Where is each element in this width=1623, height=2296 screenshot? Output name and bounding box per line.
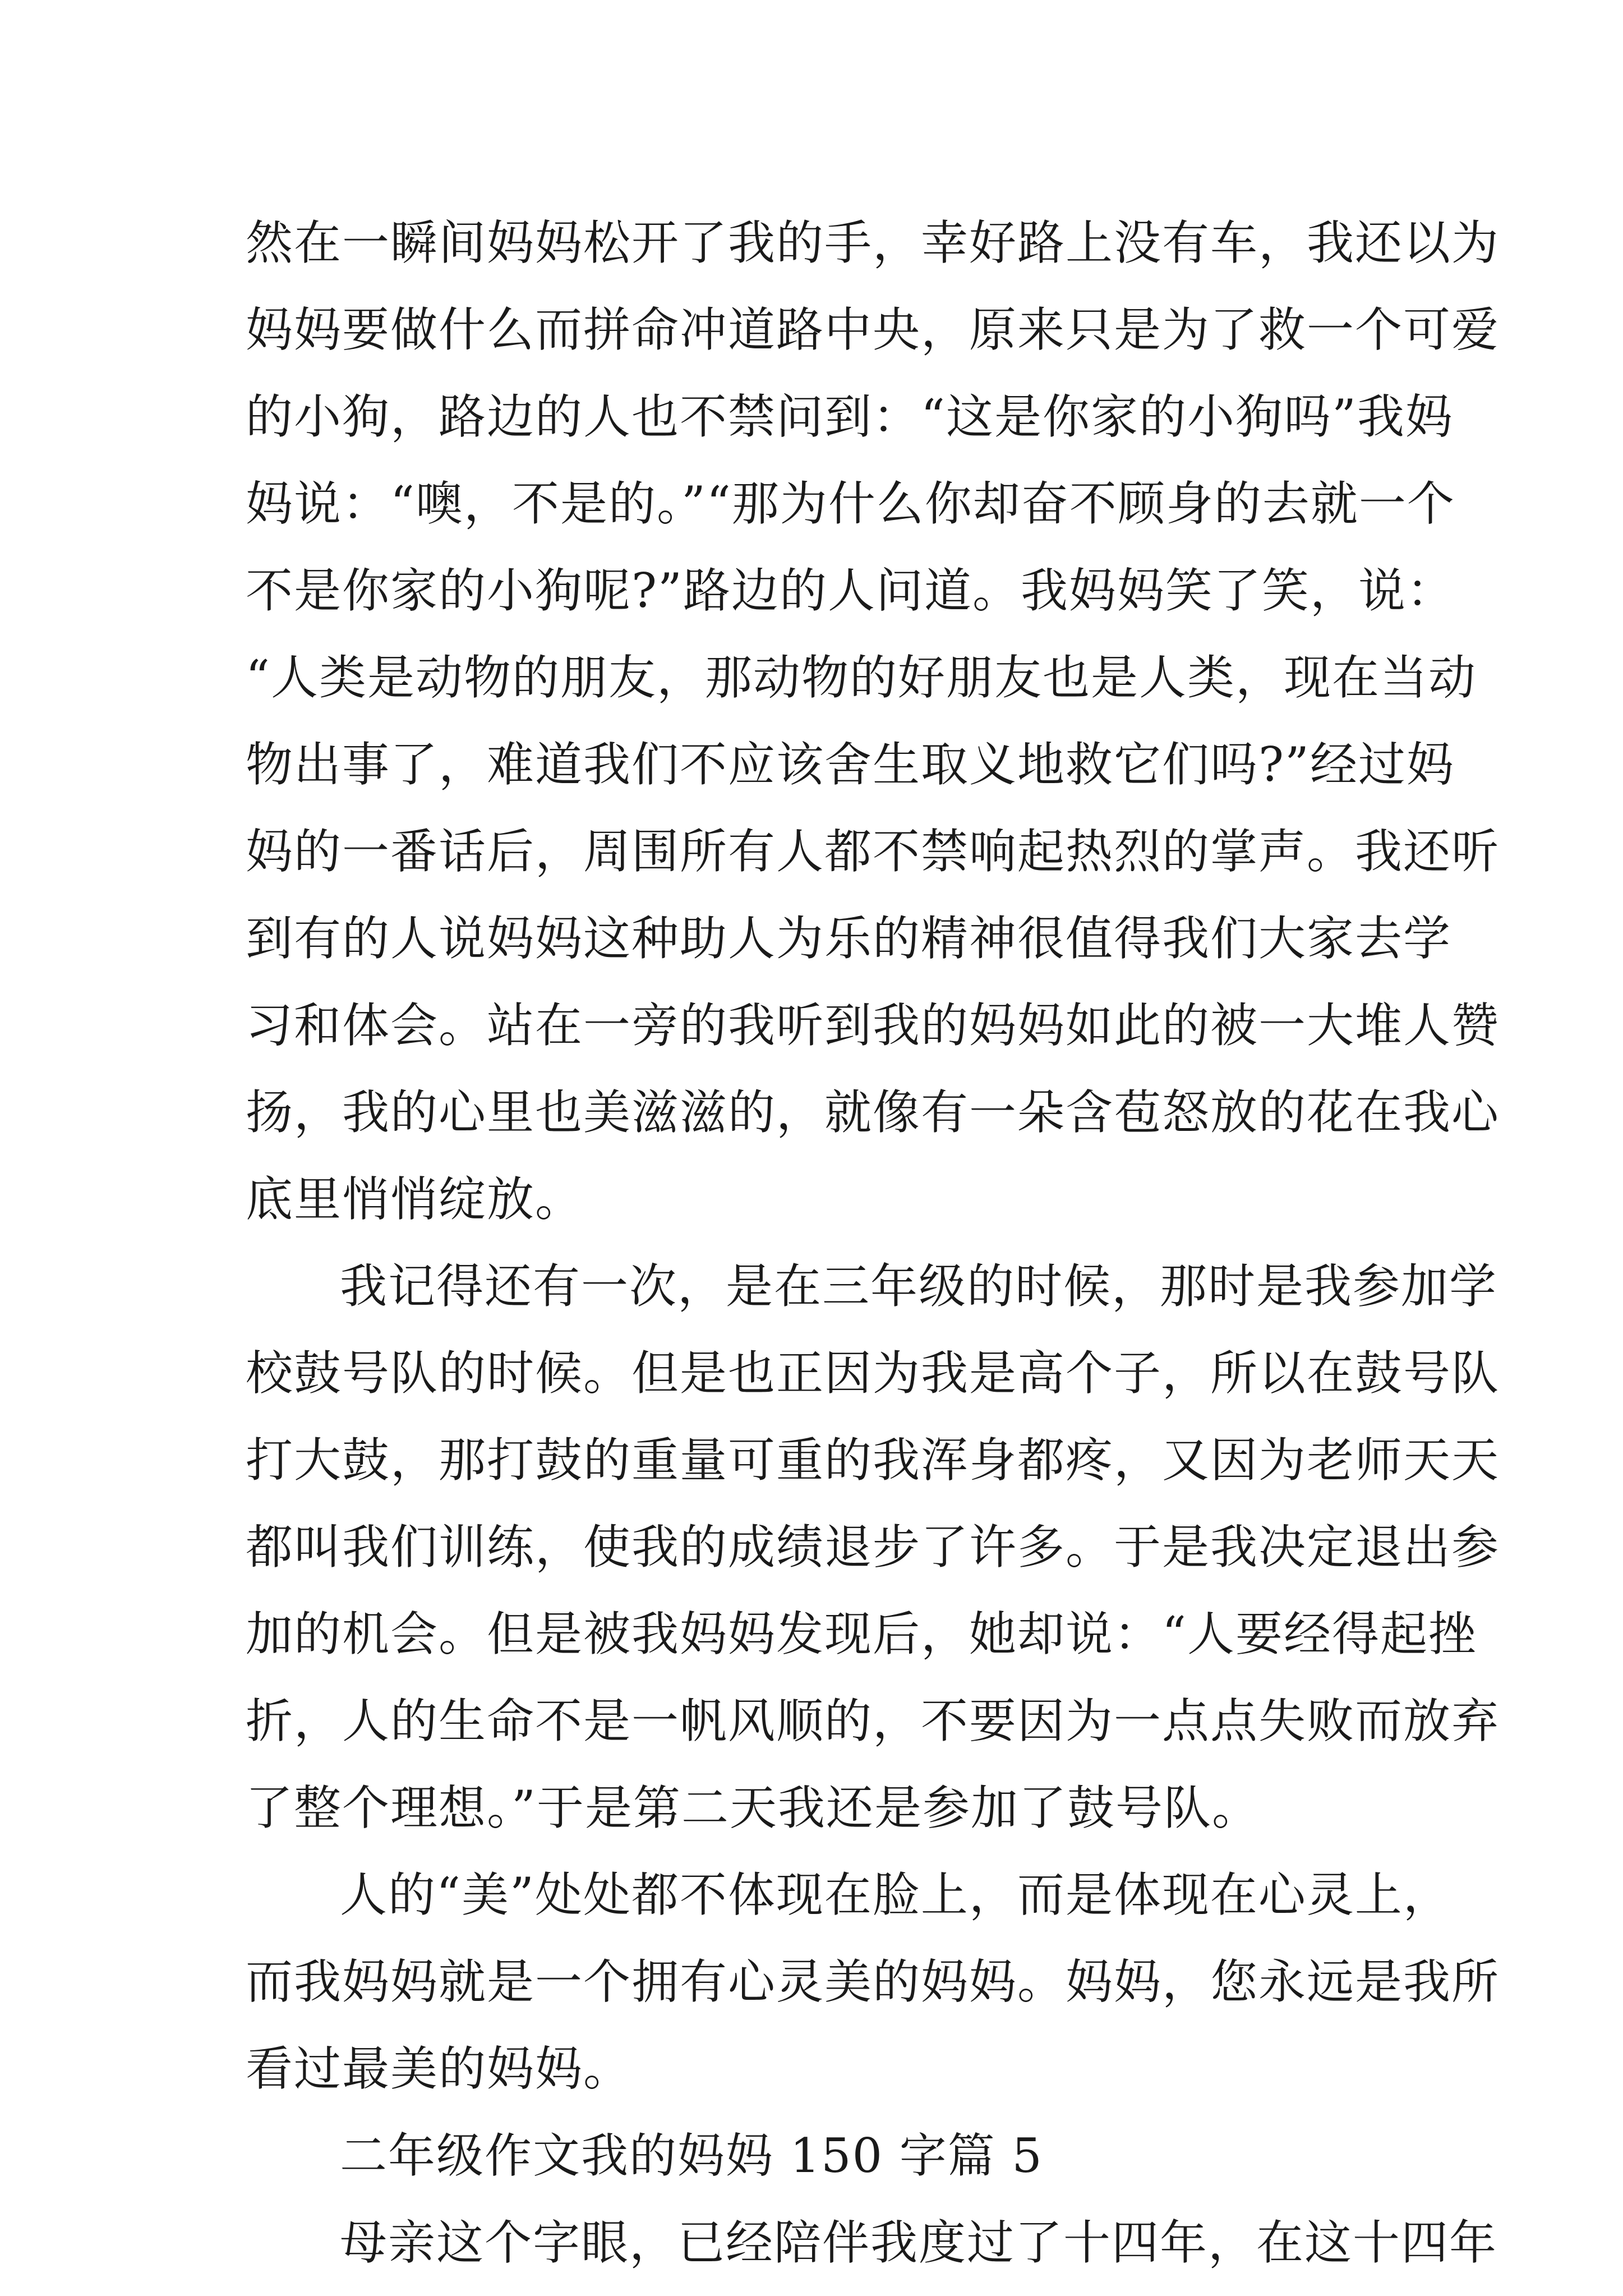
text-line: 妈妈要做什么而拼命冲道路中央，原来只是为了救一个可爱 xyxy=(246,302,1500,357)
text-line: 母亲这个字眼，已经陪伴我度过了十四年，在这十四年 xyxy=(340,2215,1498,2270)
text-line: 妈的一番话后，周围所有人都不禁响起热烈的掌声。我还听 xyxy=(246,824,1500,879)
text-line: 都叫我们训练，使我的成绩退步了许多。于是我决定退出参 xyxy=(246,1520,1500,1575)
text-line: 不是你家的小狗呢?”路边的人问道。我妈妈笑了笑，说： xyxy=(246,563,1455,618)
text-line: 物出事了，难道我们不应该舍生取义地救它们吗?”经过妈 xyxy=(246,737,1455,792)
text-line: 扬，我的心里也美滋滋的，就像有一朵含苞怒放的花在我心 xyxy=(246,1085,1500,1140)
text-line: 了整个理想。”于是第二天我还是参加了鼓号队。 xyxy=(246,1780,1260,1835)
text-line: 妈说：“噢，不是的。”“那为什么你却奋不顾身的去就一个 xyxy=(246,476,1455,531)
text-line: 然在一瞬间妈妈松开了我的手，幸好路上没有车，我还以为 xyxy=(246,215,1500,270)
text-line: 而我妈妈就是一个拥有心灵美的妈妈。妈妈，您永远是我所 xyxy=(246,1954,1500,2009)
text-line: 看过最美的妈妈。 xyxy=(246,2041,632,2096)
text-line: 到有的人说妈妈这种助人为乐的精神很值得我们大家去学 xyxy=(246,911,1452,966)
text-line: 二年级作文我的妈妈 150 字篇 5 xyxy=(340,2128,1043,2183)
text-line: 的小狗，路边的人也不禁问到：“这是你家的小狗吗”我妈 xyxy=(246,389,1454,444)
text-line: 打大鼓，那打鼓的重量可重的我浑身都疼，又因为老师天天 xyxy=(246,1433,1500,1488)
text-line: 加的机会。但是被我妈妈发现后，她却说：“人要经得起挫 xyxy=(246,1607,1477,1662)
text-line: 习和体会。站在一旁的我听到我的妈妈如此的被一大堆人赞 xyxy=(246,998,1500,1053)
text-line: 人的“美”处处都不体现在脸上，而是体现在心灵上， xyxy=(340,1867,1451,1922)
document-body xyxy=(246,200,1500,2286)
text-line: 折，人的生命不是一帆风顺的，不要因为一点点失败而放弃 xyxy=(246,1694,1500,1749)
text-line: 底里悄悄绽放。 xyxy=(246,1172,584,1227)
text-line: “人类是动物的朋友，那动物的好朋友也是人类，现在当动 xyxy=(246,650,1477,705)
text-line: 我记得还有一次，是在三年级的时候，那时是我参加学 xyxy=(340,1259,1498,1314)
text-line: 校鼓号队的时候。但是也正因为我是高个子，所以在鼓号队 xyxy=(246,1346,1500,1401)
